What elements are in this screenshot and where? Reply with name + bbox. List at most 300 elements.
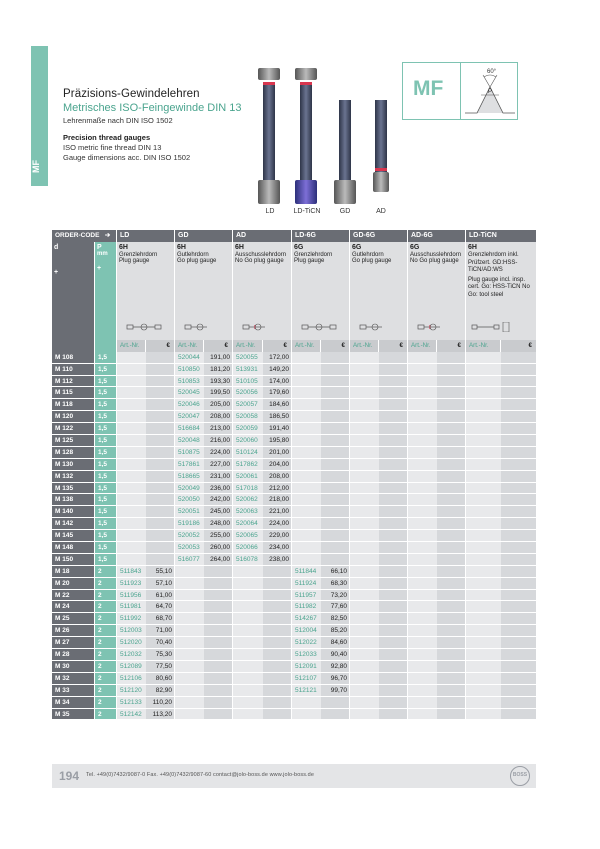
- article-number-cell: [117, 518, 146, 530]
- article-number-cell: [175, 601, 204, 613]
- price-cell: [321, 506, 350, 518]
- article-number-cell: 512091: [292, 661, 321, 673]
- article-number-cell: [350, 625, 379, 637]
- article-number-cell: 512033: [292, 649, 321, 661]
- section-side-tab-label: MF: [31, 160, 41, 173]
- article-number-cell: 520051: [175, 506, 204, 518]
- article-number-cell: [350, 601, 379, 613]
- price-cell: [321, 471, 350, 483]
- price-cell: [437, 387, 466, 399]
- article-number-cell: [408, 399, 437, 411]
- table-row: [52, 625, 536, 637]
- pitch-cell: 2: [95, 578, 117, 590]
- brand-logo: BOSS: [510, 766, 530, 786]
- price-cell: 64,70: [146, 601, 175, 613]
- article-number-cell: [350, 411, 379, 423]
- article-number-cell: [350, 590, 379, 602]
- diameter-cell: M 22: [52, 590, 95, 602]
- table-row: [52, 554, 536, 566]
- order-code-label: ORDER-CODE ➔: [52, 230, 117, 242]
- article-number-cell: [466, 685, 501, 697]
- order-code-ld: LD: [117, 230, 175, 242]
- pitch-cell: 2: [95, 613, 117, 625]
- article-number-cell: 520046: [175, 399, 204, 411]
- article-number-cell: 517861: [175, 459, 204, 471]
- diameter-cell: M 148: [52, 542, 95, 554]
- pitch-cell: 1,5: [95, 352, 117, 364]
- price-cell: 77,50: [146, 661, 175, 673]
- pitch-cell: 1,5: [95, 542, 117, 554]
- price-cell: [379, 411, 408, 423]
- article-number-cell: [350, 566, 379, 578]
- price-cell: [379, 709, 408, 721]
- article-number-cell: 510105: [233, 376, 263, 388]
- pitch-cell: 2: [95, 673, 117, 685]
- price-cell: 208,00: [263, 471, 292, 483]
- article-number-cell: [292, 387, 321, 399]
- price-cell: 184,60: [263, 399, 292, 411]
- price-cell: 195,80: [263, 435, 292, 447]
- article-number-cell: [350, 459, 379, 471]
- article-number-cell: [292, 352, 321, 364]
- article-number-cell: [233, 637, 263, 649]
- article-number-cell: [292, 364, 321, 376]
- table-row: [52, 566, 536, 578]
- article-number-cell: [466, 471, 501, 483]
- price-cell: [437, 411, 466, 423]
- article-number-cell: 512004: [292, 625, 321, 637]
- article-number-cell: [175, 590, 204, 602]
- price-cell: 92,80: [321, 661, 350, 673]
- article-number-cell: 511924: [292, 578, 321, 590]
- article-number-cell: 520048: [175, 435, 204, 447]
- price-cell: [437, 459, 466, 471]
- price-cell: 179,60: [263, 387, 292, 399]
- article-number-cell: 520058: [233, 411, 263, 423]
- article-number-cell: [175, 625, 204, 637]
- price-cell: [501, 566, 536, 578]
- order-code-gd-6g: GD-6G: [350, 230, 408, 242]
- article-number-cell: 510875: [175, 447, 204, 459]
- price-cell: [437, 506, 466, 518]
- price-cell: [501, 637, 536, 649]
- price-cell: [263, 685, 292, 697]
- order-code-ad: AD: [233, 230, 292, 242]
- article-number-cell: [350, 518, 379, 530]
- price-cell: 174,00: [263, 376, 292, 388]
- article-number-cell: 516078: [233, 554, 263, 566]
- article-number-cell: [408, 578, 437, 590]
- art-nr-label: Art.-Nr.: [233, 340, 263, 352]
- price-cell: [263, 673, 292, 685]
- article-number-cell: 512020: [117, 637, 146, 649]
- article-number-cell: [408, 613, 437, 625]
- spec-col-ld-ticn: 6H Grenzlehrdorn inkl. Prüfzert. GD:HSS-TiCN/AD:WS Plug gauge incl. insp. cert. Go: HSS-TiCN No Go: tool steel: [466, 242, 536, 340]
- table-body: [52, 352, 536, 721]
- price-cell: 96,70: [321, 673, 350, 685]
- price-cell: [501, 483, 536, 495]
- pitch-cell: 2: [95, 649, 117, 661]
- price-cell: [501, 673, 536, 685]
- article-number-cell: [350, 423, 379, 435]
- price-cell: 231,00: [204, 471, 233, 483]
- price-cell: [501, 709, 536, 721]
- diameter-cell: M 20: [52, 578, 95, 590]
- article-number-cell: [408, 483, 437, 495]
- article-number-cell: [466, 566, 501, 578]
- art-nr-header-row: [52, 340, 536, 352]
- price-cell: [379, 601, 408, 613]
- price-cell: 193,30: [204, 376, 233, 388]
- price-cell: 149,20: [263, 364, 292, 376]
- article-number-cell: [175, 566, 204, 578]
- price-cell: [501, 447, 536, 459]
- spec-col-ad-6g: 6G Ausschusslehrdorn No Go plug gauge: [408, 242, 466, 340]
- price-cell: [501, 625, 536, 637]
- article-number-cell: [408, 590, 437, 602]
- article-number-cell: [350, 709, 379, 721]
- price-cell: [379, 578, 408, 590]
- spec-col-gd: 6H Gutlehrdorn Go plug gauge: [175, 242, 233, 340]
- article-number-cell: [408, 447, 437, 459]
- article-number-cell: 511956: [117, 590, 146, 602]
- article-number-cell: [233, 673, 263, 685]
- price-cell: [379, 697, 408, 709]
- article-number-cell: 520057: [233, 399, 263, 411]
- article-number-cell: 512003: [117, 625, 146, 637]
- pitch-cell: 1,5: [95, 411, 117, 423]
- price-cell: 172,00: [263, 352, 292, 364]
- price-cell: [501, 352, 536, 364]
- table-row: [52, 387, 536, 399]
- article-number-cell: [350, 673, 379, 685]
- price-cell: 75,30: [146, 649, 175, 661]
- plug-gauge-icon: [300, 322, 340, 332]
- article-number-cell: [408, 697, 437, 709]
- pitch-cell: 1,5: [95, 554, 117, 566]
- price-cell: [437, 364, 466, 376]
- article-number-cell: [233, 590, 263, 602]
- table-row: [52, 697, 536, 709]
- article-number-cell: [408, 625, 437, 637]
- price-cell: [501, 685, 536, 697]
- pitch-header: P mm +: [95, 242, 117, 340]
- article-number-cell: [466, 435, 501, 447]
- article-number-cell: [408, 352, 437, 364]
- price-cell: [437, 542, 466, 554]
- price-cell: 186,50: [263, 411, 292, 423]
- price-cell: [437, 471, 466, 483]
- table-row: [52, 649, 536, 661]
- pitch-cell: 1,5: [95, 447, 117, 459]
- article-number-cell: 512022: [292, 637, 321, 649]
- article-number-cell: [350, 661, 379, 673]
- price-cell: [437, 423, 466, 435]
- art-nr-label: Art.-Nr.: [292, 340, 321, 352]
- price-cell: [437, 613, 466, 625]
- price-cell: [437, 554, 466, 566]
- diameter-cell: M 125: [52, 435, 95, 447]
- pitch-cell: 1,5: [95, 483, 117, 495]
- price-cell: 73,20: [321, 590, 350, 602]
- article-number-cell: 517018: [233, 483, 263, 495]
- article-number-cell: [292, 494, 321, 506]
- pitch-cell: 2: [95, 601, 117, 613]
- price-cell: [263, 613, 292, 625]
- article-number-cell: [233, 697, 263, 709]
- article-number-cell: 520064: [233, 518, 263, 530]
- price-cell: [146, 399, 175, 411]
- go-gauge-icon: [183, 322, 223, 332]
- thread-type-badge: [402, 62, 518, 120]
- price-cell: [321, 435, 350, 447]
- article-number-cell: [292, 518, 321, 530]
- price-cell: [204, 697, 233, 709]
- article-number-cell: [233, 566, 263, 578]
- price-cell: 68,30: [321, 578, 350, 590]
- article-number-cell: [466, 376, 501, 388]
- price-cell: [321, 423, 350, 435]
- price-cell: [146, 530, 175, 542]
- article-number-cell: [408, 459, 437, 471]
- article-number-cell: 517862: [233, 459, 263, 471]
- pitch-cell: 1,5: [95, 471, 117, 483]
- article-number-cell: [408, 411, 437, 423]
- article-number-cell: [408, 601, 437, 613]
- article-number-cell: [408, 387, 437, 399]
- diameter-header: d +: [52, 242, 95, 340]
- price-cell: [379, 471, 408, 483]
- article-number-cell: [117, 530, 146, 542]
- article-number-cell: 520061: [233, 471, 263, 483]
- article-number-cell: [233, 649, 263, 661]
- article-number-cell: [233, 601, 263, 613]
- diameter-cell: M 112: [52, 376, 95, 388]
- price-cell: [204, 661, 233, 673]
- article-number-cell: [292, 423, 321, 435]
- price-cell: [501, 649, 536, 661]
- price-cell: [146, 411, 175, 423]
- english-line-3: Gauge dimensions acc. DIN ISO 1502: [63, 153, 191, 162]
- price-cell: [263, 578, 292, 590]
- article-number-cell: [408, 709, 437, 721]
- price-cell: [263, 566, 292, 578]
- no-go-gauge-icon: [416, 322, 456, 332]
- article-number-cell: [117, 376, 146, 388]
- table-row: [52, 352, 536, 364]
- price-cell: [501, 494, 536, 506]
- price-cell: [146, 494, 175, 506]
- english-line-2: ISO metric fine thread DIN 13: [63, 143, 162, 152]
- price-cell: 245,00: [204, 506, 233, 518]
- price-cell: [379, 613, 408, 625]
- art-nr-label: Art.-Nr.: [117, 340, 146, 352]
- price-cell: [379, 649, 408, 661]
- diameter-cell: M 30: [52, 661, 95, 673]
- price-cell: [437, 590, 466, 602]
- thread-angle-label: 60°: [487, 69, 497, 75]
- diameter-cell: M 34: [52, 697, 95, 709]
- article-number-cell: [117, 542, 146, 554]
- spec-col-gd-6g: 6G Gutlehrdorn Go plug gauge: [350, 242, 408, 340]
- page-number: 194: [59, 769, 80, 783]
- article-number-cell: 511992: [117, 613, 146, 625]
- page-subtitle: Metrisches ISO-Feingewinde DIN 13: [63, 102, 242, 114]
- price-cell: [379, 483, 408, 495]
- article-number-cell: [350, 506, 379, 518]
- gauge-label-ld-ticn: LD-TiCN: [293, 208, 321, 215]
- price-cell: [379, 661, 408, 673]
- art-nr-label: Art.-Nr.: [175, 340, 204, 352]
- no-go-gauge-icon: [241, 322, 281, 332]
- price-cell: [146, 459, 175, 471]
- price-cell: 99,70: [321, 685, 350, 697]
- article-number-cell: [292, 554, 321, 566]
- article-number-cell: [408, 649, 437, 661]
- article-number-cell: [292, 435, 321, 447]
- article-number-cell: 510853: [175, 376, 204, 388]
- article-number-cell: [466, 709, 501, 721]
- pitch-cell: 2: [95, 625, 117, 637]
- order-code-ld-6g: LD-6G: [292, 230, 350, 242]
- article-number-cell: [466, 506, 501, 518]
- diameter-cell: M 128: [52, 447, 95, 459]
- price-cell: [204, 566, 233, 578]
- article-number-cell: [466, 411, 501, 423]
- article-number-cell: [466, 649, 501, 661]
- article-number-cell: 516684: [175, 423, 204, 435]
- article-number-cell: [292, 530, 321, 542]
- table-row: [52, 483, 536, 495]
- article-number-cell: 514267: [292, 613, 321, 625]
- diameter-cell: M 28: [52, 649, 95, 661]
- price-cell: [204, 685, 233, 697]
- pitch-cell: 2: [95, 709, 117, 721]
- table-row: [52, 376, 536, 388]
- price-cell: 204,00: [263, 459, 292, 471]
- price-cell: [146, 376, 175, 388]
- price-cell: 208,00: [204, 411, 233, 423]
- price-cell: 199,50: [204, 387, 233, 399]
- article-number-cell: [175, 578, 204, 590]
- table-row: [52, 447, 536, 459]
- price-cell: 110,20: [146, 697, 175, 709]
- go-gauge-icon: [358, 322, 398, 332]
- article-number-cell: 511982: [292, 601, 321, 613]
- article-number-cell: 520049: [175, 483, 204, 495]
- english-title: Precision thread gauges: [63, 133, 151, 142]
- price-cell: 264,00: [204, 554, 233, 566]
- page-title: Präzisions-Gewindelehren: [63, 88, 200, 100]
- article-number-cell: 520060: [233, 435, 263, 447]
- price-cell: [501, 506, 536, 518]
- article-number-cell: 520065: [233, 530, 263, 542]
- diameter-cell: M 35: [52, 709, 95, 721]
- price-cell: 113,20: [146, 709, 175, 721]
- article-number-cell: [350, 554, 379, 566]
- article-number-cell: [175, 649, 204, 661]
- price-cell: [204, 613, 233, 625]
- price-cell: [146, 435, 175, 447]
- article-number-cell: [408, 364, 437, 376]
- article-number-cell: [350, 578, 379, 590]
- table-row: [52, 637, 536, 649]
- price-cell: [321, 518, 350, 530]
- price-cell: [379, 364, 408, 376]
- price-cell: [321, 459, 350, 471]
- price-cell: [379, 685, 408, 697]
- price-cell: 68,70: [146, 613, 175, 625]
- article-number-cell: [466, 625, 501, 637]
- price-cell: [146, 518, 175, 530]
- price-cell: 85,20: [321, 625, 350, 637]
- price-cell: 224,00: [263, 518, 292, 530]
- article-number-cell: [350, 471, 379, 483]
- price-cell: [321, 387, 350, 399]
- footer-contact: Tel. +49(0)7432/9087-0 Fax. +49(0)7432/9087-60 contact@jolo-boss.de www.jolo-boss.de: [86, 772, 315, 778]
- price-cell: [204, 625, 233, 637]
- article-number-cell: 511981: [117, 601, 146, 613]
- article-number-cell: 512121: [292, 685, 321, 697]
- article-number-cell: [350, 399, 379, 411]
- table-row: [52, 578, 536, 590]
- article-number-cell: 513931: [233, 364, 263, 376]
- price-cell: [501, 542, 536, 554]
- diameter-cell: M 118: [52, 399, 95, 411]
- article-number-cell: [408, 685, 437, 697]
- article-number-cell: [350, 364, 379, 376]
- price-cell: [379, 637, 408, 649]
- article-number-cell: [233, 661, 263, 673]
- article-number-cell: [175, 613, 204, 625]
- order-code-row: [52, 230, 536, 242]
- price-cell: 66,10: [321, 566, 350, 578]
- price-cell: 55,10: [146, 566, 175, 578]
- price-cell: [437, 494, 466, 506]
- diameter-cell: M 145: [52, 530, 95, 542]
- article-number-cell: [117, 411, 146, 423]
- article-number-cell: [408, 423, 437, 435]
- article-number-cell: [117, 399, 146, 411]
- pitch-cell: 1,5: [95, 518, 117, 530]
- price-cell: 205,00: [204, 399, 233, 411]
- price-cell: [321, 483, 350, 495]
- price-cell: 77,60: [321, 601, 350, 613]
- euro-label: €: [204, 340, 233, 352]
- article-number-cell: 520056: [233, 387, 263, 399]
- price-cell: 57,10: [146, 578, 175, 590]
- diameter-cell: M 27: [52, 637, 95, 649]
- price-cell: [379, 590, 408, 602]
- article-number-cell: [350, 697, 379, 709]
- euro-label: €: [379, 340, 408, 352]
- price-cell: [204, 673, 233, 685]
- diameter-cell: M 132: [52, 471, 95, 483]
- article-number-cell: [466, 494, 501, 506]
- article-number-cell: [466, 613, 501, 625]
- article-number-cell: [466, 601, 501, 613]
- article-number-cell: [466, 447, 501, 459]
- order-code-ld-ticn: LD-TiCN: [466, 230, 536, 242]
- article-number-cell: [175, 661, 204, 673]
- table-row: [52, 459, 536, 471]
- price-cell: [321, 697, 350, 709]
- pitch-cell: 2: [95, 566, 117, 578]
- price-cell: [501, 530, 536, 542]
- price-cell: [437, 601, 466, 613]
- pitch-cell: 2: [95, 685, 117, 697]
- spec-col-ad: 6H Ausschusslehrdorn No Go plug gauge: [233, 242, 292, 340]
